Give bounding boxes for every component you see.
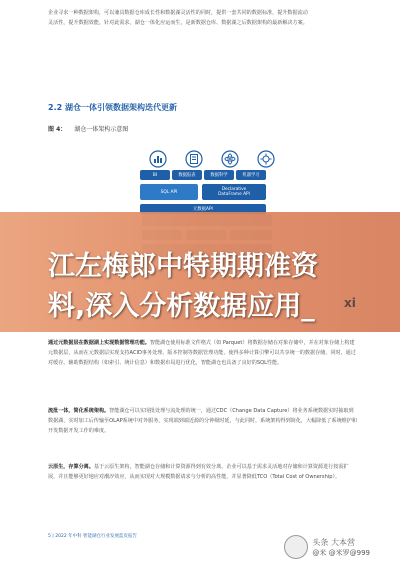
dataframe-api-line-2: DataFrame API (218, 192, 250, 197)
headline-line-2: 料,深入分析数据应用_ (48, 291, 315, 322)
diagram-box-dataframe-api (202, 184, 266, 200)
diagram-icon-science (216, 150, 244, 168)
intro-paragraph (48, 8, 358, 28)
paragraph-1-lead: 通过元数据层在数据湖上实现数据管理功能。 (48, 340, 150, 346)
diagram-icon-row (144, 150, 280, 168)
page-footer: 5 | 2022 年中科 智能湖仓行业发展蓝皮报告 (48, 534, 138, 539)
figure-number: 图 4： (48, 126, 67, 133)
ml-icon (257, 150, 275, 168)
dataframe-api-line-1: Declarative (221, 187, 247, 192)
watermark-line-2: @米 @米罗@999 (312, 548, 370, 557)
diagram-box-report: 数据报表 (172, 170, 202, 180)
logo-fragment: xi (344, 296, 356, 310)
paragraph-1-text: 智能湖仓使用标准文件格式（如 Parquet）将数据存储在对象存储中，并在对象存储上构建元数据层，从而在元数据层实现支持ACID事务处理、版本控制等数据管理功能，使得多种计算引擎可以共享统一的数据存储，同时，通过对缓存、辅助数据结构（如索引、统计信息）和数据布局进行优化，智能湖仓也具备了良好的SQL性能。 (48, 340, 356, 366)
diagram-icon-bi (144, 150, 172, 168)
paragraph-2-lead: 流批一体，简化系统架构。 (48, 408, 110, 414)
report-icon (185, 150, 203, 168)
diagram-box-bi: BI (140, 170, 170, 180)
paragraph-3-lead: 云原生，存算分离。 (48, 464, 94, 470)
science-icon (221, 150, 239, 168)
paragraph-3-text: 基于云原生架构，智能湖仓存储和计算资源得到有效分离，企业可以基于需求灵活地对存储和计算资源进行按需扩展，并且能够更好地应对潮汐效应，从而实现对大规模数据请求与分析的高性能，并显著降低TCO（Total Cost of Ownership）。 (48, 464, 349, 480)
paragraph-2-text: 智能湖仓可以实现批处理与流处理的统一，通过CDC（Change Data Capture）将业务系统数据实时抽取到数据湖，实时加工后传输至OLAP系统中对外服务，实现端到端近源的分钟级时延，与此同时，系统架构得到简化，大幅降低了系统维护和开发数据开发工作的难度。 (48, 408, 357, 434)
watermark-line-1: 头条 大本营 (312, 537, 355, 547)
diagram-icon-ml (252, 150, 280, 168)
diagram-box-science: 数据科学 (204, 170, 234, 180)
watermark-avatar-icon (284, 535, 308, 559)
body-paragraph-2 (48, 406, 358, 436)
diagram-box-ml: 机器学习 (236, 170, 266, 180)
watermark (284, 535, 370, 559)
intro-line-2: 灵活性，提升数据效能，针对此需求，湖仓一体化应运而生，是新数据仓库、数据湖之后数据架构的最新解决方案。 (48, 20, 308, 26)
bar-chart-icon (149, 150, 167, 168)
headline-line-1: 江左梅郎中特期期准资 (48, 251, 318, 282)
body-paragraph-1 (48, 338, 358, 368)
section-title: 2.2 湖仓一体引领数据架构迭代更新 (48, 103, 177, 112)
diagram-box-sql-api: SQL API (140, 184, 198, 200)
diagram-box-metadata-api: 元数据API (140, 204, 266, 214)
figure-caption-text: 湖仓一体架构示意图 (74, 126, 129, 133)
figure-caption (48, 124, 128, 133)
diagram-icon-report (180, 150, 208, 168)
body-paragraph-3 (48, 462, 358, 482)
intro-line-1: 企业寻求一种数据架构，可以兼具数据仓库成长性和数据湖灵活性的同时，提供一套共同的数据标准，提升数据流动 (48, 10, 308, 16)
